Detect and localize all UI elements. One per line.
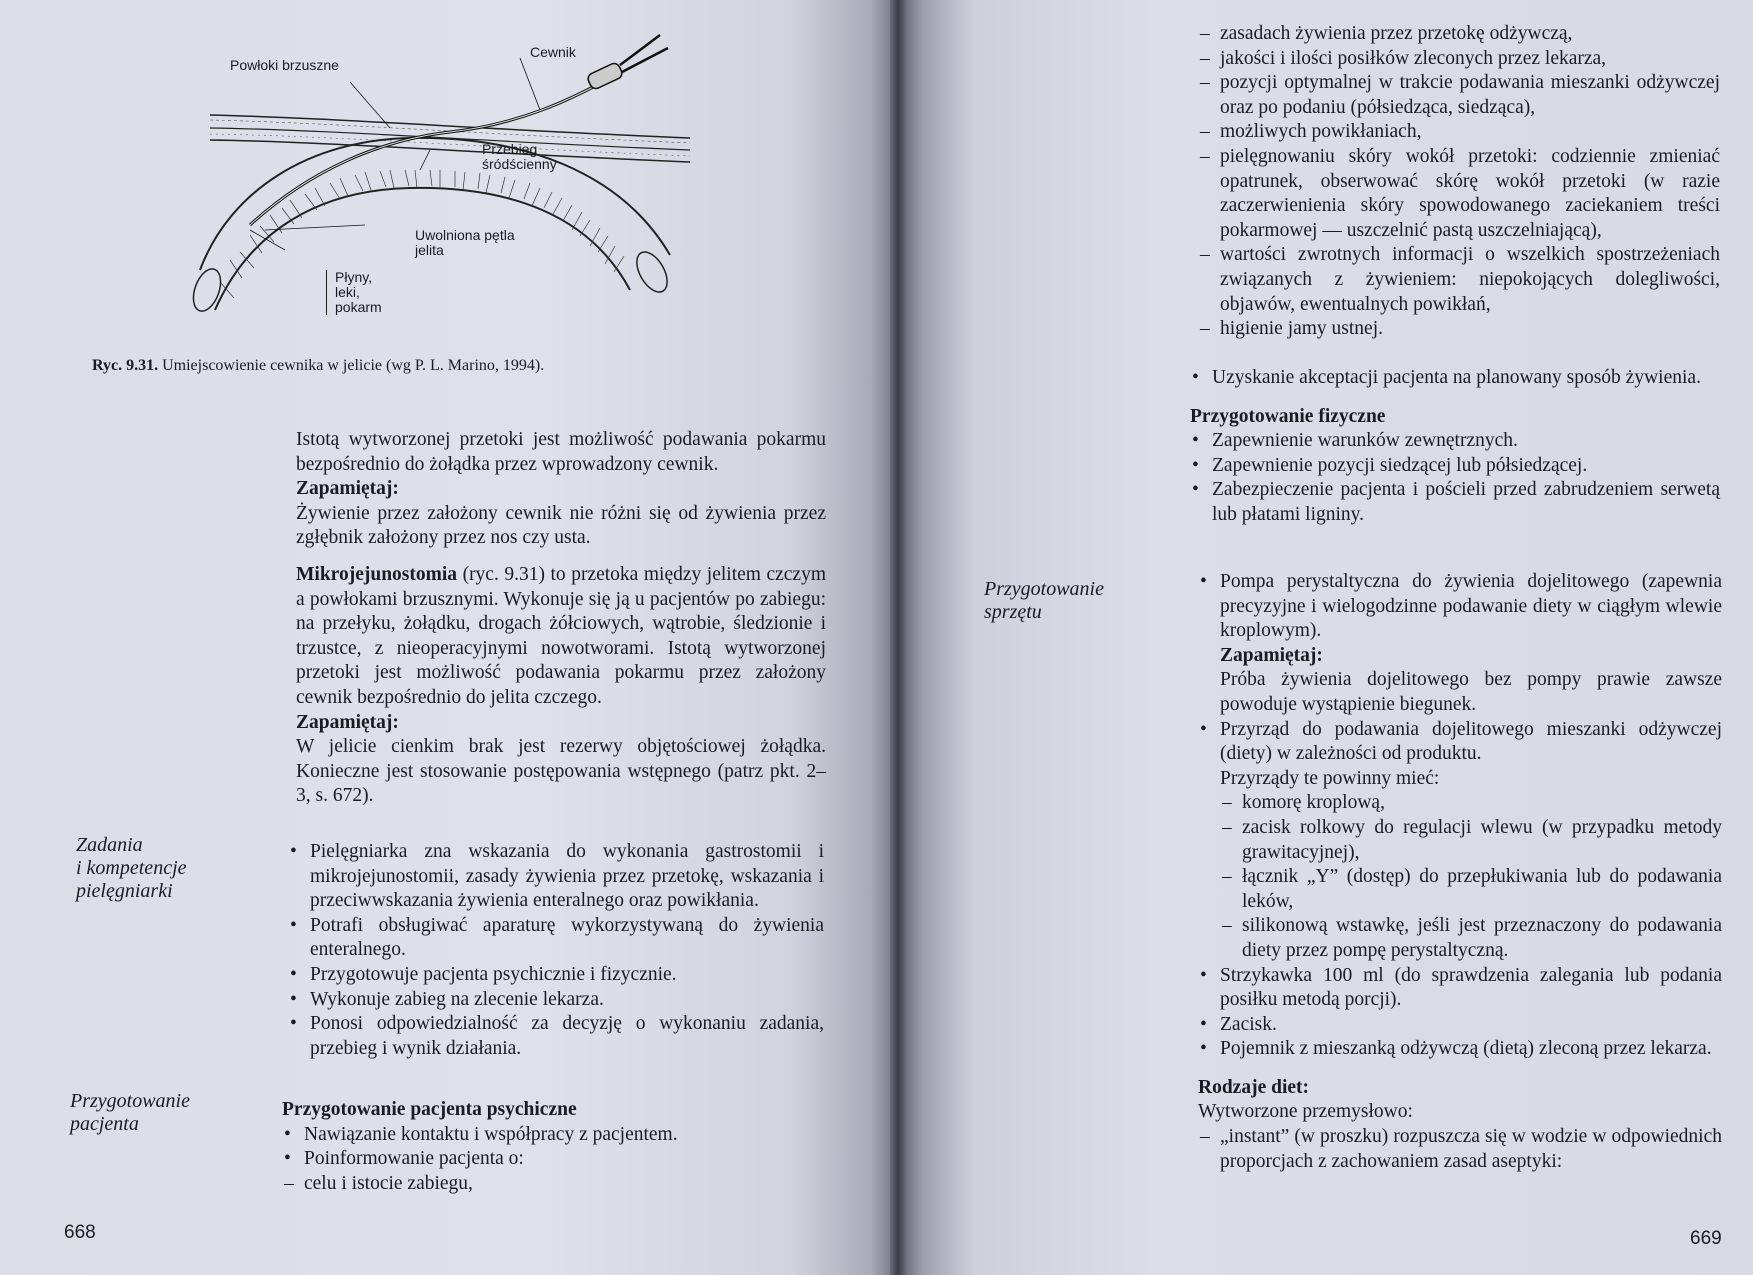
pump-text: Pompa perystaltyczna do żywienia dojelitowego (zapewnia precyzyjne i wielogodzinne podawanie diety w ciągłym wlewie kroplowym). [1220,571,1722,642]
diet-list [1198,1125,1722,1174]
list-item: • Strzykawka 100 ml (do sprawdzenia zalegania lub podania posiłku metodą porcji). [1198,964,1722,1013]
list-item: • Ponosi odpowiedzialność za decyzję o wykonaniu zadania, przebieg i wynik działania. [288,1012,824,1061]
section-heading: Przygotowanie fizyczne [1190,405,1386,427]
page-number-right: 669 [1690,1228,1722,1249]
list-item: • Pojemnik z mieszanką odżywczą (dietą) zleconą przez lekarza. [1198,1037,1722,1062]
device-should: Przyrządy te powinny mieć: [1220,767,1440,789]
page-number-left: 668 [64,1222,96,1243]
device-text: Przyrząd do podawania dojelitowego mieszanki odżywczej (diety) w zależności od produktu. [1220,718,1722,765]
tasks-list-block [288,840,824,1061]
list-item [1198,718,1722,964]
list-item: • Poinformowanie pacjenta o: [282,1147,822,1172]
margin-note-patient: Przygotowanie pacjenta [70,1090,190,1135]
paragraph-microjejunostomy [296,563,826,711]
book-gutter [890,0,906,1275]
label-fluids: Płyny, leki, pokarm [326,270,382,315]
equipment-list [1198,570,1722,1062]
remember-label: Zapamiętaj: [296,478,399,500]
patient-info-list-block [1198,22,1720,342]
section-heading: Przygotowanie pacjenta psychiczne [282,1099,577,1120]
label-catheter: Cewnik [530,44,576,60]
list-item: • Zapewnienie pozycji siedzącej lub półsiedzącej. [1190,454,1720,479]
list-item: – wartości zwrotnych informacji o wszelkich spostrzeżeniach związanych z żywieniem: niepokojących dolegliwości, objawów, ewentualnych powikłań, [1198,243,1720,317]
list-item: – „instant” (w proszku) rozpuszcza się w wodzie w odpowiednich proporcjach z zachowaniem zasad aseptyki: [1198,1125,1722,1174]
acceptance-list [1190,366,1720,391]
list-item: – łącznik „Y” (dostęp) do przepłukiwania lub do podawania leków, [1220,865,1722,914]
label-abdominal-wall: Powłoki brzuszne [230,57,339,73]
list-item: • Zabezpieczenie pacjenta i pościeli przed zabrudzeniem serwetą lub płatami ligniny. [1190,478,1720,527]
section-heading: Rodzaje diet: [1198,1076,1310,1098]
list-item: – możliwych powikłaniach, [1198,120,1720,145]
figure-caption [92,356,544,376]
list-item [1198,570,1722,718]
phys-list [1190,429,1720,527]
right-page [898,0,1753,1275]
psych-block [282,1098,822,1196]
list-item: – celu i istocie zabiegu, [282,1172,822,1197]
acceptance-block [1190,366,1720,528]
remember-text: Żywienie przez założony cewnik nie różni się od żywienia przez zgłębnik założony przez nos czy usta. [296,502,826,549]
list-item: • Zacisk. [1198,1013,1722,1038]
margin-note-equipment: Przygotowanie sprzętu [984,578,1104,623]
list-item: – zasadach żywienia przez przetokę odżywczą, [1198,22,1720,47]
list-item: • Uzyskanie akceptacji pacjenta na planowany sposób żywienia. [1190,366,1720,391]
list-item: – jakości i ilości posiłków zleconych przez lekarza, [1198,47,1720,72]
device-sublist [1220,791,1722,963]
list-item: – higienie jamy ustnej. [1198,317,1720,342]
remember-label: Zapamiętaj: [296,711,399,733]
remember-text: W jelicie cienkim brak jest rezerwy objętościowej żołądka. Konieczne jest stosowanie postępowania wstępnego (patrz pkt. 2–3, s. 672). [296,736,826,807]
patient-info-list [1198,22,1720,342]
list-item: • Potrafi obsługiwać aparaturę wykorzystywaną do żywienia enteralnego. [288,914,824,963]
list-item: – pielęgnowaniu skóry wokół przetoki: codziennie zmieniać opatrunek, obserwować skórę wokół przetoki (w razie zaczerwienienia skóry spowodowanego zaciekaniem treści pokarmowej — uszczelnić pastą uszczelniającą), [1198,145,1720,243]
list-item: – pozycji optymalnej w trakcie podawania mieszanki odżywczej oraz po podaniu (półsiedząca, siedząca), [1198,71,1720,120]
label-intramural-course: Przebieg śródścienny [482,141,557,172]
caption-number: Ryc. 9.31. [92,357,159,374]
remember-label: Zapamiętaj: [1220,644,1323,666]
tasks-list [288,840,824,1061]
label-released-loop: Uwolniona pętla jelita [415,227,515,258]
psych-list [282,1123,822,1172]
term: Mikrojejunostomia [296,563,458,585]
caption-text: Umiejscowienie cewnika w jelicie (wg P. L. Marino, 1994). [162,357,545,374]
list-item: • Zapewnienie warunków zewnętrznych. [1190,429,1720,454]
list-item: • Pielęgniarka zna wskazania do wykonania gastrostomii i mikrojejunostomii, zasady żywienia przez przetokę, wskazania i przeciwwskazania żywienia enteralnego oraz powikłania. [288,840,824,914]
list-item: – komorę kroplową, [1220,791,1722,816]
psych-sublist [282,1172,822,1197]
margin-note-tasks: Zadania i kompetencje pielęgniarki [76,834,187,902]
list-item: – zacisk rolkowy do regulacji wlewu (w przypadku metody grawitacyjnej), [1220,816,1722,865]
remember-text: Próba żywienia dojelitowego bez pompy prawie zawsze powoduje wystąpienie biegunek. [1220,669,1722,715]
equipment-block [1198,570,1722,1174]
list-item: • Nawiązanie kontaktu i współpracy z pacjentem. [282,1123,822,1148]
list-item: • Wykonuje zabieg na zlecenie lekarza. [288,988,824,1013]
list-item: • Przygotowuje pacjenta psychicznie i fizycznie. [288,963,824,988]
diet-sub: Wytworzone przemysłowo: [1198,1101,1413,1123]
list-item: – silikonową wstawkę, jeśli jest przeznaczony do podawania diety przez pompę perystaltyczną. [1220,914,1722,963]
paragraph-rest: (ryc. 9.31) to przetoka między jelitem czczym a powłokami brzusznymi. Wykonuje się ją u pacjentów po zabiegu: na przełyku, żołądku, drogach żółciowych, wątrobie, śledzionie i trzustce, z nieoperacyjnymi nowotworami. Istotą wytworzonej przetoki jest możliwość podawania pokarmu przez założony cewnik bezpośrednio do jelita czczego. [296,563,826,708]
left-main-text [296,428,826,809]
paragraph: Istotą wytworzonej przetoki jest możliwość podawania pokarmu bezpośrednio do żołądka przez wprowadzony cewnik. [296,429,826,475]
